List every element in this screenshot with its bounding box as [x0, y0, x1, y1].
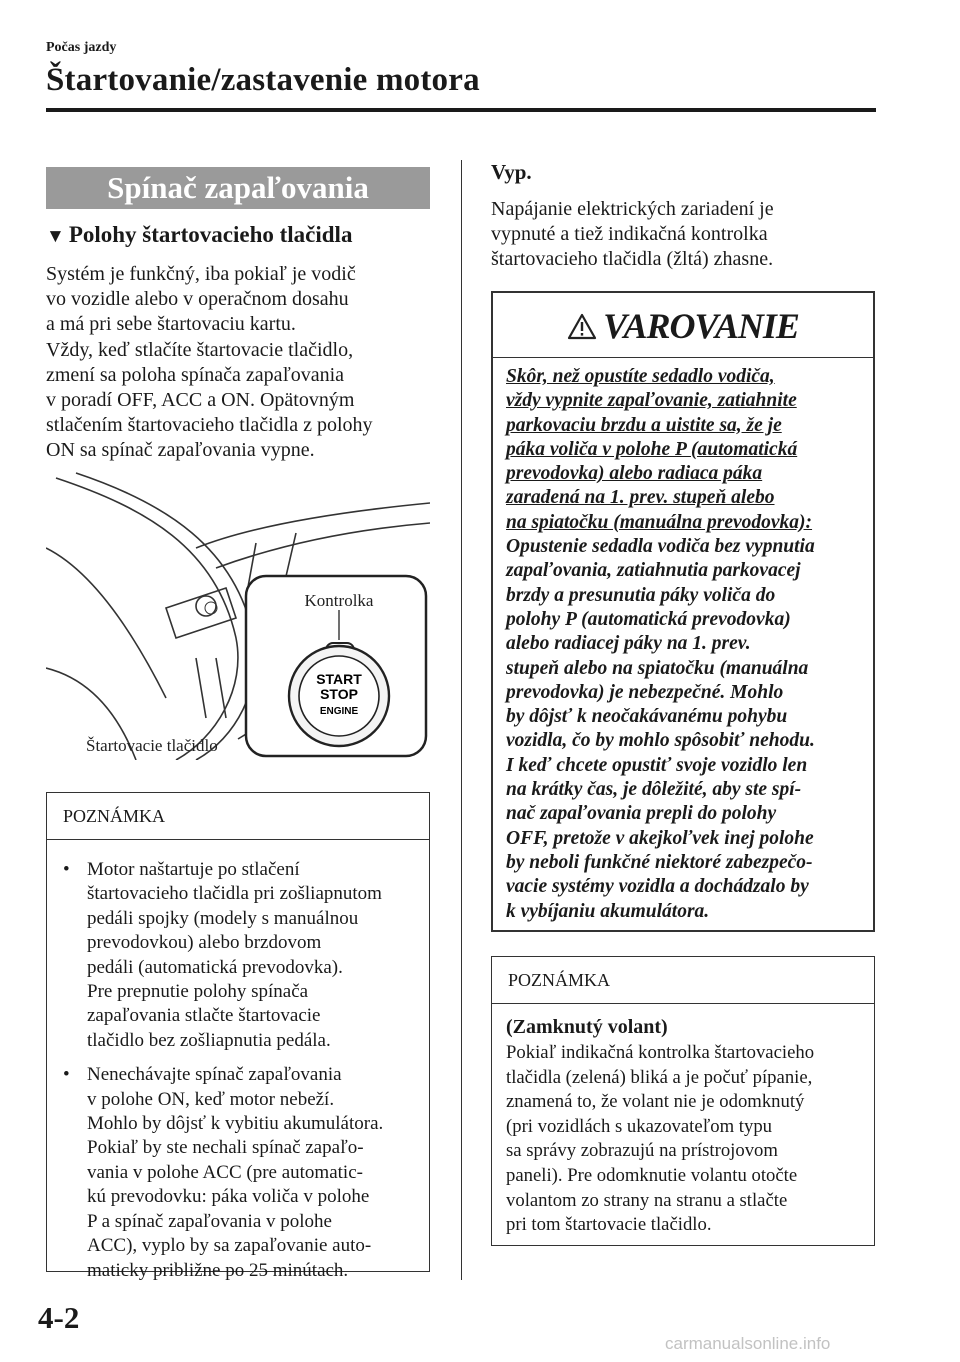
page-number: 4-2: [38, 1300, 80, 1335]
warning-line: alebo radiacej páky na 1. prev.: [506, 633, 751, 655]
warning-line: OFF, pretože v akejkoľvek inej polohe: [506, 827, 814, 849]
note-line: tlačidlo bez zošliapnutia pedála.: [87, 1029, 331, 1051]
vyp-label: Vyp.: [491, 160, 532, 184]
note-line: pedáli spojky (modely s manuálnou: [87, 907, 359, 929]
warning-line: prevodovka) alebo radiaca páka: [506, 463, 763, 485]
note-line: vania v polohe ACC (pre automatic-: [87, 1161, 363, 1183]
note-box-2: [491, 956, 875, 1246]
warning-line: vždy vypnite zapaľovanie, zatiahnite: [506, 390, 797, 412]
note-line: zapaľovania stlačte štartovacie: [87, 1005, 321, 1027]
vyp-line: Napájanie elektrických zariadení je: [491, 198, 774, 220]
warning-line: zapaľovania, zatiahnutia parkovacej: [506, 560, 801, 582]
intro-line: v poradí OFF, ACC a ON. Opätovným: [46, 389, 355, 412]
warning-box: [491, 291, 875, 932]
warning-heading: VAROVANIE: [603, 306, 799, 346]
dashboard-drawing: [46, 468, 430, 760]
vyp-line: štartovacieho tlačidla (žltá) zhasne.: [491, 248, 774, 271]
note-line: volantom zo strany na stranu a stlačte: [506, 1189, 788, 1211]
dashboard-illustration: [46, 468, 430, 760]
warning-line: vacie systémy vozidla a dochádzalo by: [506, 876, 809, 898]
intro-line: a má pri sebe štartovaciu kartu.: [46, 313, 296, 336]
note-line: (pri vozidlách s ukazovateľom typu: [506, 1115, 773, 1137]
warning-text: [506, 365, 868, 924]
section-banner: Spínač zapaľovania: [46, 167, 430, 209]
title-rule: [46, 108, 876, 112]
intro-line: stlačením štartovacieho tlačidla z polohy: [46, 414, 373, 437]
button-text-start: START: [316, 671, 362, 687]
warning-line: prevodovka) je nebezpečné. Mohlo: [506, 681, 784, 703]
vyp-line: vypnuté a tiež indikačná kontrolka: [491, 223, 768, 246]
note-line: sa správy zobrazujú na prístrojovom: [506, 1140, 778, 1162]
warning-line: vozidla, čo by mohlo spôsobiť nehodu.: [506, 730, 815, 752]
warning-line: na krátky čas, je dôležité, aby ste spí-: [506, 779, 802, 801]
warning-line: páka voliča v polohe P (automatická: [506, 438, 798, 460]
warning-triangle-icon: [567, 313, 597, 340]
note-box-1: [46, 792, 430, 1281]
warning-line: polohy P (automatická prevodovka): [506, 608, 791, 630]
page-title: Štartovanie/zastavenie motora: [46, 62, 480, 98]
bullet-icon: •: [63, 859, 70, 880]
warning-line: Skôr, než opustíte sedadlo vodiča,: [506, 366, 775, 387]
note-heading: POZNÁMKA: [492, 957, 874, 1004]
note-line: maticky približne po 25 minútach.: [87, 1259, 349, 1281]
warning-line: Opustenie sedadla vodiča bez vypnutia: [506, 536, 815, 558]
note-line: Pokiaľ indikačná kontrolka štartovacieho: [506, 1042, 815, 1063]
note-line: prevodovkou) alebo brzdovom: [87, 932, 322, 954]
note-line: pedáli (automatická prevodovka).: [87, 956, 343, 978]
note-line: znamená to, že volant nie je odomknutý: [506, 1091, 805, 1113]
intro-line: vo vozidle alebo v operačnom dosahu: [46, 288, 349, 311]
note-line: ACC), vyplo by sa zapaľovanie auto-: [87, 1235, 372, 1257]
label-start-button: Štartovacie tlačidlo: [86, 736, 218, 755]
vyp-paragraph: [491, 197, 871, 273]
note-line: pri tom štartovacie tlačidlo.: [506, 1214, 712, 1236]
label-indicator: Kontrolka: [304, 591, 374, 610]
subheading-text: Polohy štartovacieho tlačidla: [68, 222, 353, 247]
watermark: carmanualsonline.info: [665, 1334, 831, 1353]
warning-line: by dôjsť k neočakávanému pohybu: [506, 706, 788, 728]
note-line: Nenechávajte spínač zapaľovania: [87, 1064, 342, 1086]
warning-line: parkovaciu brzdu a uistite sa, že je: [506, 414, 782, 436]
warning-line: brzdy a presunutia páky voliča do: [506, 584, 776, 606]
warning-line: na spiatočku (manuálna prevodovka):: [506, 511, 813, 533]
warning-line: by neboli funkčné niektoré zabezpečo-: [506, 851, 813, 873]
triangle-bullet-icon: ▼: [46, 226, 65, 247]
note-line: v polohe ON, keď motor nebeží.: [87, 1088, 335, 1110]
note-text: [506, 1041, 864, 1238]
note-item: [63, 858, 419, 1053]
button-text-stop: STOP: [320, 686, 358, 702]
subheading: [46, 222, 352, 248]
column-divider: [461, 160, 462, 1280]
note-line: P a spínač zapaľovania v polohe: [87, 1210, 332, 1232]
note-line: paneli). Pre odomknutie volantu otočte: [506, 1164, 798, 1186]
note-body: [492, 1004, 874, 1238]
note-line: Pre prepnutie polohy spínača: [87, 981, 309, 1003]
note-line: štartovacieho tlačidla pri zošliapnutom: [87, 883, 382, 905]
warning-line: I keď chcete opustiť svoje vozidlo len: [506, 754, 808, 776]
intro-line: Vždy, keď stlačíte štartovacie tlačidlo,: [46, 338, 354, 361]
warning-header: [493, 293, 873, 358]
note-heading: POZNÁMKA: [47, 793, 429, 840]
note-line: Mohlo by dôjsť k vybitiu akumulátora.: [87, 1113, 384, 1135]
note-line: Pokiaľ by ste nechali spínač zapaľo-: [87, 1137, 364, 1159]
note-line: tlačidla (zelená) bliká a je počuť pípanie,: [506, 1066, 813, 1088]
warning-line: zaradená na 1. prev. stupeň alebo: [506, 487, 775, 509]
note-subheading: (Zamknutý volant): [506, 1016, 668, 1038]
intro-line: zmení sa poloha spínača zapaľovania: [46, 363, 344, 386]
bullet-icon: •: [63, 1064, 70, 1086]
intro-paragraph: [46, 262, 436, 464]
warning-line: k vybíjaniu akumulátora.: [506, 900, 710, 922]
intro-line: ON sa spínač zapaľovania vypne.: [46, 439, 315, 462]
button-text-engine: ENGINE: [319, 706, 359, 717]
running-head: Počas jazdy: [46, 40, 117, 55]
note-line: kú prevodovku: páka voliča v polohe: [87, 1186, 370, 1208]
warning-line: stupeň alebo na spiatočku (manuálna: [506, 657, 809, 679]
note-list: [47, 840, 429, 1283]
intro-line: Systém je funkčný, iba pokiaľ je vodič: [46, 263, 356, 285]
warning-line: nač zapaľovania prepli do polohy: [506, 803, 777, 825]
note-line: Motor naštartuje po stlačení: [87, 859, 300, 880]
note-item: [63, 1063, 419, 1283]
